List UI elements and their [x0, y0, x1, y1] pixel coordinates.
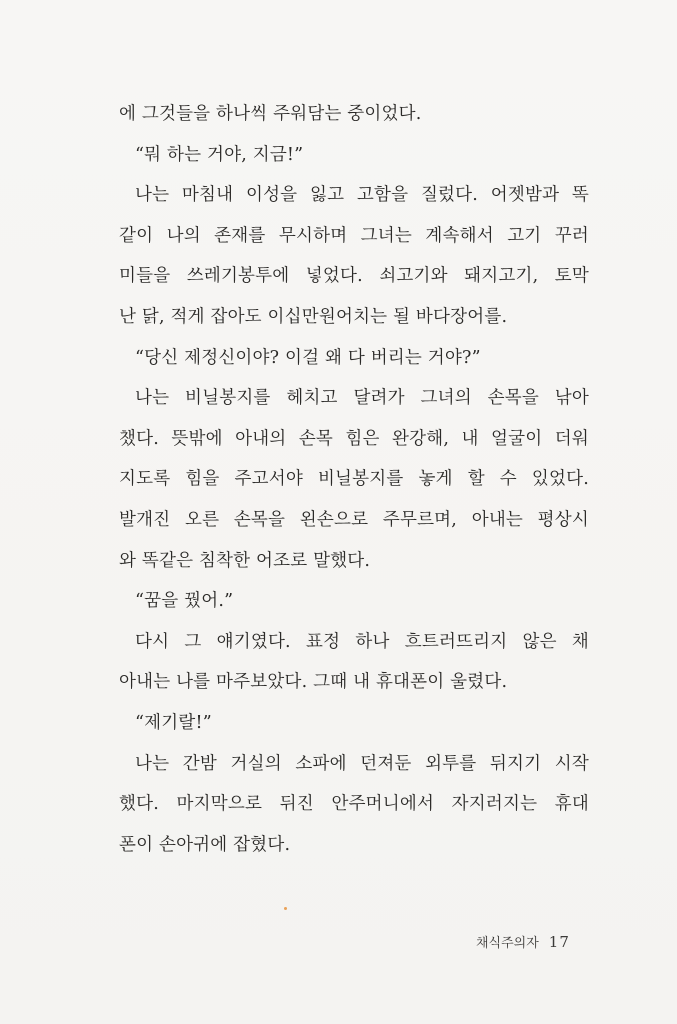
text-line: 나는 간밤 거실의 소파에 던져둔 외투를 뒤지기 시작: [135, 753, 589, 774]
body-text: [119, 94, 589, 865]
text-line: 폰이 손아귀에 잡혔다.: [119, 834, 291, 855]
text-line: 발개진 오른 손목을 왼손으로 주무르며, 아내는 평상시: [119, 509, 589, 530]
page-number: 17: [548, 933, 570, 951]
text-line: 에 그것들을 하나씩 주워담는 중이었다.: [119, 104, 422, 124]
running-title: 채식주의자: [476, 936, 539, 951]
text-line: 미들을 쓰레기봉투에 넣었다. 쇠고기와 돼지고기, 토막: [119, 266, 589, 287]
text-line: 와 똑같은 침착한 어조로 말했다.: [119, 550, 371, 571]
text-line: 챘다. 뜻밖에 아내의 손목 힘은 완강해, 내 얼굴이 더워: [119, 428, 589, 449]
text-line: “뭐 하는 거야, 지금!”: [135, 144, 304, 165]
text-line: “제기랄!”: [135, 712, 212, 733]
text-line: 다시 그 얘기였다. 표정 하나 흐트러뜨리지 않은 채: [135, 631, 589, 652]
text-line: 나는 비닐봉지를 헤치고 달려가 그녀의 손목을 낚아: [135, 388, 589, 409]
text-line: 같이 나의 존재를 무시하며 그녀는 계속해서 고기 꾸러: [119, 225, 589, 246]
text-line: 난 닭, 적게 잡아도 이십만원어치는 될 바다장어를.: [119, 306, 508, 327]
text-line: “당신 제정신이야? 이걸 왜 다 버리는 거야?”: [135, 347, 481, 368]
text-line: “꿈을 꿨어.”: [135, 591, 234, 612]
page-footer: [476, 932, 570, 951]
text-line: 했다. 마지막으로 뒤진 안주머니에서 자지러지는 휴대: [119, 794, 589, 815]
text-line: 아내는 나를 마주보았다. 그때 내 휴대폰이 울렸다.: [119, 672, 508, 693]
text-line: 나는 마침내 이성을 잃고 고함을 질렀다. 어젯밤과 똑: [135, 185, 589, 206]
orange-speck: [284, 907, 287, 910]
text-line: 지도록 힘을 주고서야 비닐봉지를 놓게 할 수 있었다.: [119, 469, 589, 490]
